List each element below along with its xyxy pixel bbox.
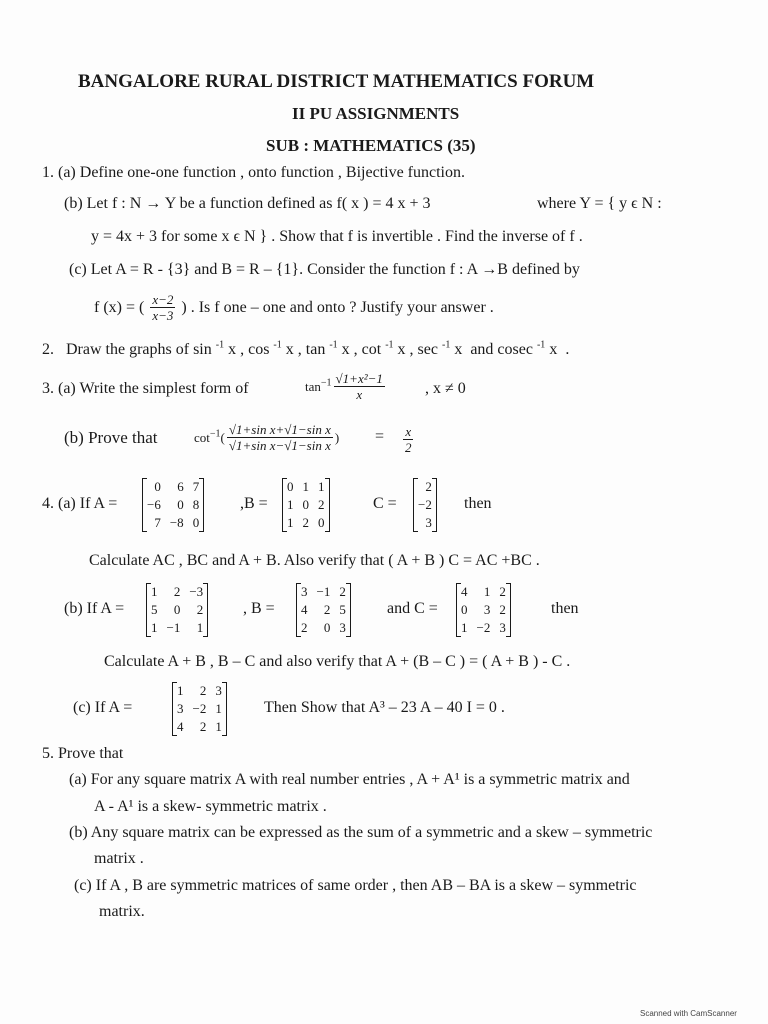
q4b-B-cell: −1 xyxy=(316,584,331,599)
q3b-rhs-den: 2 xyxy=(405,440,412,455)
q4b-B-cell: 2 xyxy=(323,602,331,617)
q4a-matrix-A xyxy=(142,478,204,532)
q4a-A-cell: 0 xyxy=(192,515,200,530)
q4b-A-cell: 1 xyxy=(196,620,204,635)
q3b-rhs-fraction xyxy=(403,424,414,455)
q4b-A-cell: 5 xyxy=(151,602,158,617)
q4b-C-cell: 3 xyxy=(499,620,506,635)
q4b-A-cell: 1 xyxy=(151,620,158,635)
q3b-fraction xyxy=(227,422,333,453)
q3a-frac-num: √1+x²−1 xyxy=(335,371,383,386)
q4b-C-cell: 1 xyxy=(461,620,468,635)
q1a: 1. (a) Define one-one function , onto function , Bijective function. xyxy=(42,164,465,181)
q4c-A-cell: 1 xyxy=(177,683,184,698)
q3b-rhs xyxy=(403,424,414,455)
q1c-suffix: ) . Is f one – one and onto ? Justify your answer . xyxy=(181,298,494,316)
q5b-line2: matrix . xyxy=(94,850,144,867)
q4a-A-cell: 0 xyxy=(177,497,184,512)
q4b-B-label: , B = xyxy=(243,600,275,617)
q1c-prefix: f (x) = ( xyxy=(94,298,145,316)
q4a-C-cell: −2 xyxy=(418,497,432,512)
q4a-A-cell: 0 xyxy=(154,479,161,494)
q4a-A-cell: 6 xyxy=(177,479,184,494)
q3b-prefix: (b) Prove that xyxy=(64,428,158,447)
q3b-rhs-num: x xyxy=(405,424,412,439)
q4c-A-cell: 1 xyxy=(215,701,222,716)
q4c-A-cell: 3 xyxy=(215,683,222,698)
q4b-B-cell: 4 xyxy=(301,602,308,617)
q4a-B-cell: 2 xyxy=(302,515,309,530)
q3a-suffix: , x ≠ 0 xyxy=(425,380,466,397)
q2-text: 2. Draw the graphs of sin $^{-1}$ x , cos $^{-1}$ x , tan $^{-1}$ x , cot $^{-1}$ x , sec $^{-1}$ x and cosec $^{-1}$ x . xyxy=(42,339,570,358)
q4b-B-cell: 3 xyxy=(339,620,346,635)
q3a-frac-den: x xyxy=(356,387,363,402)
q3a-expression xyxy=(305,371,385,402)
q4a-B-cell: 1 xyxy=(287,515,294,530)
q4a-A-cell: −8 xyxy=(169,515,184,530)
scanner-watermark: Scanned with CamScanner xyxy=(640,1009,737,1018)
q4a-then: then xyxy=(464,495,492,512)
q4b-B-cell: 0 xyxy=(323,620,331,635)
q4b-task: Calculate A + B , B – C and also verify that A + (B – C ) = ( A + B ) - C . xyxy=(104,653,571,670)
q3b-cot-inverse: $\cot^{-1}$( xyxy=(194,428,225,445)
q4b-matrix-A xyxy=(146,583,208,637)
q3a-fraction xyxy=(334,371,385,402)
q4b-C-cell: 0 xyxy=(461,602,468,617)
q5b-line1: (b) Any square matrix can be expressed as the sum of a symmetric and a skew – symmetric xyxy=(69,824,653,841)
q1b-line2: y = 4x + 3 for some x ϵ N } . Show that f is invertible . Find the inverse of f . xyxy=(91,228,583,245)
q3b-equals: = xyxy=(375,428,385,445)
q4a-A-cell: 7 xyxy=(154,515,161,530)
q4b-C-cell: 3 xyxy=(483,602,491,617)
q4a-B-cell: 2 xyxy=(318,497,325,512)
q4a-C-label: C = xyxy=(373,495,397,512)
q3a-prefix: 3. (a) Write the simplest form of xyxy=(42,380,249,397)
q1b-line1-where: where Y = { y ϵ N : xyxy=(537,195,662,212)
q4a-A-cell: 7 xyxy=(192,479,200,494)
q4a-B-cell: 0 xyxy=(302,497,309,512)
q4c-A-cell: 4 xyxy=(177,719,184,734)
q4c-matrix-A xyxy=(172,682,227,736)
q4b-B-cell: 3 xyxy=(301,584,308,599)
q4a-label: 4. (a) If A = xyxy=(42,495,118,512)
q4b-A-cell: 0 xyxy=(173,602,181,617)
q4a-B-cell: 1 xyxy=(318,479,325,494)
q4a-A-cell: 8 xyxy=(192,497,200,512)
q4c-text: Then Show that A³ – 23 A – 40 I = 0 . xyxy=(264,699,505,716)
q4c-A-cell: 2 xyxy=(199,683,207,698)
q4a-B-cell: 0 xyxy=(318,515,325,530)
q4b-B-cell: 2 xyxy=(301,620,308,635)
q1c-line2 xyxy=(94,292,494,323)
q4a-B-cell: 1 xyxy=(302,479,309,494)
q4c-A-cell: 1 xyxy=(215,719,222,734)
q1c-frac-den: x−3 xyxy=(152,308,174,323)
q4a-matrix-B xyxy=(282,478,330,532)
q4a-B-cell: 1 xyxy=(287,497,294,512)
q4b-C-label: and C = xyxy=(387,600,438,617)
q4b-B-cell: 5 xyxy=(339,602,346,617)
q4b-matrix-C xyxy=(456,583,511,637)
q4a-task: Calculate AC , BC and A + B. Also verify that ( A + B ) C = AC +BC . xyxy=(89,552,540,569)
q4a-A-cell: −6 xyxy=(147,497,161,512)
page-title: BANGALORE RURAL DISTRICT MATHEMATICS FORUM xyxy=(78,71,595,92)
q4a-B-label: ,B = xyxy=(240,495,268,512)
q4a-C-cell: 2 xyxy=(425,479,432,494)
q4b-A-cell: 2 xyxy=(173,584,181,599)
q1c-line1: (c) Let A = R - {3} and B = R – {1}. Consider the function f : A →B defined by xyxy=(69,261,580,278)
q4b-C-cell: 2 xyxy=(499,602,506,617)
q4a-B-cell: 0 xyxy=(287,479,294,494)
q4a-C-cell: 3 xyxy=(425,515,432,530)
q4b-C-cell: 4 xyxy=(461,584,468,599)
q4b-C-cell: 1 xyxy=(483,584,491,599)
q1c-frac-num: x−2 xyxy=(152,292,174,307)
q4c-A-cell: 2 xyxy=(199,719,207,734)
q3a-tan-inverse: $\tan^{-1}$ xyxy=(305,377,332,394)
q3b-frac-den: √1+sin x−√1−sin x xyxy=(228,438,331,453)
q4b-A-cell: −1 xyxy=(166,620,181,635)
q4c-label: (c) If A = xyxy=(73,699,133,716)
q5-head: 5. Prove that xyxy=(42,745,124,762)
q1c-fraction xyxy=(150,292,175,323)
q4b-B-cell: 2 xyxy=(339,584,346,599)
q1b-line1: (b) Let f : N → Y be a function defined as f( x ) = 4 x + 3 xyxy=(64,195,431,212)
subject-line: SUB : MATHEMATICS (35) xyxy=(266,136,476,155)
q4c-A-cell: 3 xyxy=(177,701,184,716)
q4b-C-cell: 2 xyxy=(499,584,506,599)
q4b-A-cell: 2 xyxy=(196,602,204,617)
q4b-label: (b) If A = xyxy=(64,600,125,617)
q5a-line1: (a) For any square matrix A with real number entries , A + A¹ is a symmetric matrix and xyxy=(69,771,630,788)
q3b-expression xyxy=(194,422,339,453)
q4c-A-cell: −2 xyxy=(192,701,207,716)
q4b-A-cell: −3 xyxy=(189,584,204,599)
q5c-line2: matrix. xyxy=(99,903,145,920)
q4a-matrix-C xyxy=(413,478,437,532)
q4b-C-cell: −2 xyxy=(476,620,491,635)
q3b-frac-num: √1+sin x+√1−sin x xyxy=(228,422,331,437)
q4b-then: then xyxy=(551,600,579,617)
q3b-close-paren: ) xyxy=(334,429,340,445)
page-subtitle: II PU ASSIGNMENTS xyxy=(292,104,460,123)
q5c-line1: (c) If A , B are symmetric matrices of same order , then AB – BA is a skew – symmetric xyxy=(74,877,637,894)
q5a-line2: A - A¹ is a skew- symmetric matrix . xyxy=(94,798,327,815)
q4b-matrix-B xyxy=(296,583,351,637)
q4b-A-cell: 1 xyxy=(151,584,158,599)
